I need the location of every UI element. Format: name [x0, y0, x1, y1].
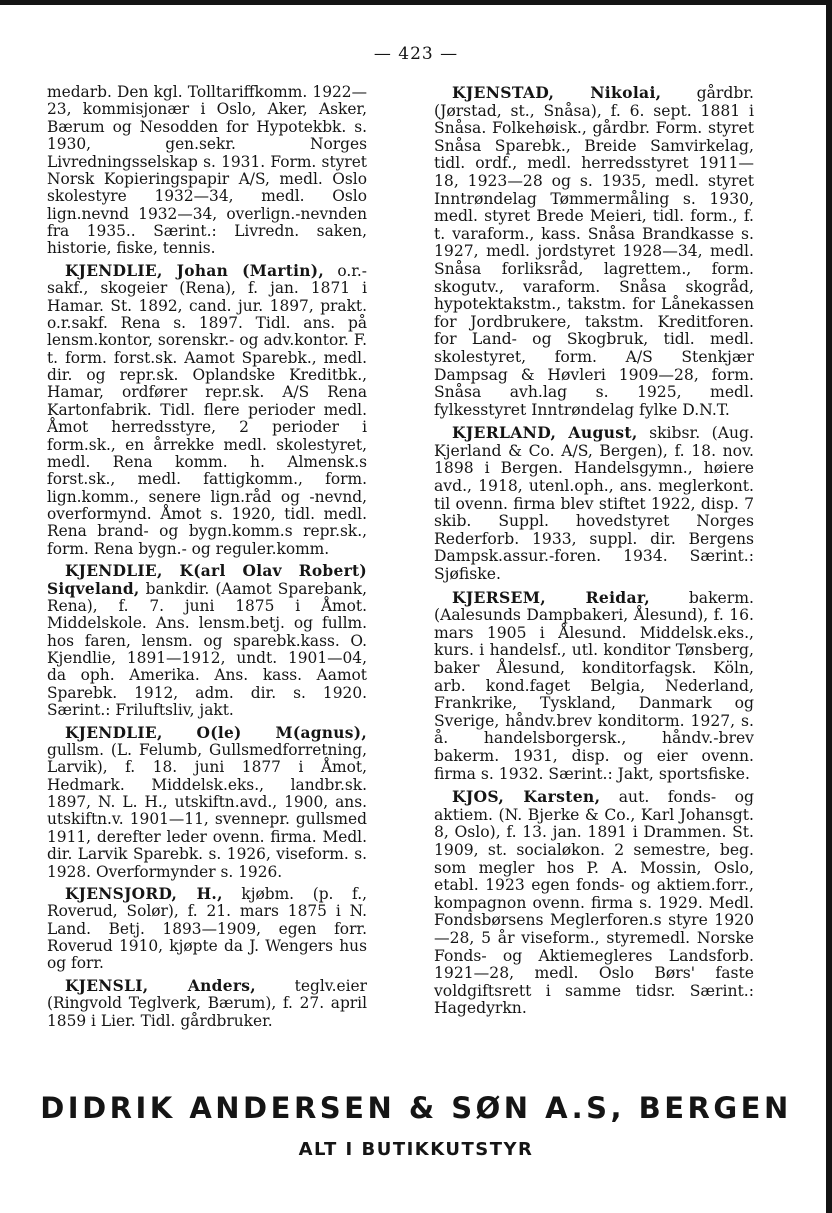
entry-text: bankdir. (Aamot Sparebank, Rena), f. 7. juni 1875 i Åmot. Middelskole. Ans. lensm.betj. og fullm. hos faren, lensm. og sparebk.kass. O. Kjendlie, 1891—1912, undt. 1901—04, da oph. Amerika. Ans. kass. Aamot Sparebk. 1912, adm. dir. s. 1920. Særint.: Friluftsliv, jakt.: [47, 579, 367, 720]
entry-text: medarb. Den kgl. Tolltariffkomm. 1922—23, kommisjonær i Oslo, Aker, Asker, Bærum og Nesodden for Hypotekbk. s. 1930, gen.sekr. Norges Livredningsselskap s. 1931. Form. styret Norsk Kopieringspapir A/S, medl. Oslo skolestyre 1932—34, medl. Oslo lign.nevnd 1932—34, overlign.-nevnden fra 1935.. Særint.: Livredn. saken, historie, fiske, tennis.: [47, 83, 367, 258]
entry-text: gårdbr. (Jørstad, st., Snåsa), f. 6. sept. 1881 i Snåsa. Folkehøisk., gårdbr. Form. styret Snåsa Sparebk., Breide Samvirkelag, tidl. ordf., medl. herredsstyret 1911—18, 1923—28 og s. 1935, medl. styret Inntrøndelag Tømmermåling s. 1930, medl. styret Brede Meieri, tidl. form., f. t. varaform., kass. Snåsa Brandkasse s. 1927, medl. jordstyret 1928—34, medl. Snåsa forliksråd, lagrettem., form. skogutv., varaform. Snåsa skogråd, hypotektakstm., takstm. for Lånekassen for Jordbrukere, takstm. Kreditforen. for Land- og Skogbruk, tidl. medl. skolestyret, form. A/S Stenkjær Dampsag & Høvleri 1909—28, form. Snåsa avh.lag s. 1925, medl. fylkesstyret Inntrøndelag fylke D.N.T.: [434, 84, 754, 419]
scan-edge-right: [826, 0, 832, 1213]
advertisement-subtitle: ALT I BUTIKKUTSTYR: [298, 1139, 534, 1160]
entry-name: KJERSEM, Reidar,: [452, 587, 651, 607]
entry-name: KJENSLI, Anders,: [65, 976, 256, 995]
entry-text: skibsr. (Aug. Kjerland & Co. A/S, Bergen), f. 18. nov. 1898 i Bergen. Handelsgymn., høiere avd., 1918, utenl.oph., ans. meglerkont. til ovenn. firma blev stiftet 1922, disp. 7 skib. Suppl. hovedstyret Norges Rederforb. 1933, suppl. dir. Bergens Dampsk.assur.-foren. 1934. Særint.: Sjøfiske.: [434, 424, 754, 584]
entry-name: KJERLAND, August,: [452, 423, 638, 443]
biography-entry: [47, 725, 367, 881]
biography-entry: [434, 424, 754, 583]
entry-name: KJENDLIE, K(arl Olav Robert) Siqveland,: [47, 562, 367, 598]
entry-text: o.r.-sakf., skogeier (Rena), f. jan. 1871 i Hamar. St. 1892, cand. jur. 1897, prakt. o.r.sakf. Rena s. 1897. Tidl. ans. på lensm.kontor, sorenskr.- og adv.kontor. F. t. form. forst.sk. Aamot Sparebk., medl. dir. og repr.sk. Oplandske Kreditbk., Hamar, ordfører repr.sk. A/S Rena Kartonfabrik. Tidl. flere perioder medl. Åmot herredsstyre, 2 perioder i form.sk., en årrekke medl. skolestyret, medl. Rena komm. h. Almensk.s forst.sk., medl. fattigkomm., form. lign.komm., senere lign.råd og -nevnd, overformynd. Åmot s. 1920, tidl. medl. Rena brand- og bygn.komm.s repr.sk., form. Rena bygn.- og reguler.komm.: [47, 261, 367, 558]
right-column: [434, 84, 754, 1023]
biography-entry: [47, 886, 367, 973]
entry-text: bakerm. (Aalesunds Dampbakeri, Ålesund), f. 16. mars 1905 i Ålesund. Middelsk.eks., kurs. i handelsf., utl. konditor Tønsberg, baker Ålesund, konditorfagsk. Köln, arb. kond.faget Belgia, Nederland, Frankrike, Tyskland, Danmark og Sverige, håndv.brev konditorm. 1927, s. å. handelsborgersk., håndv.-brev bakerm. 1931, disp. og eier ovenn. firma s. 1932. Særint.: Jakt, sportsfiske.: [434, 588, 754, 783]
entry-text: aut. fonds- og aktiem. (N. Bjerke & Co., Karl Johansgt. 8, Oslo), f. 13. jan. 1891 i Drammen. St. 1909, st. socialøkon. 2 semestre, beg. som megler hos P. A. Mossin, Oslo, etabl. 1923 egen fonds- og aktiem.forr., kompagnon ovenn. firma s. 1929. Medl. Fondsbørsens Meglerforen.s styre 1920—28, 5 år viseform., styremedl. Norske Fonds- og Aktiemegleres Landsforb. 1921—28, medl. Oslo Børs' faste voldgiftsrett i samme tidsr. Særint.: Hagedyrkn.: [434, 788, 754, 1018]
biography-entry: [47, 563, 367, 719]
biography-entry: [434, 589, 754, 784]
biography-entry: [47, 84, 367, 258]
entry-text: teglv.eier (Ringvold Teglverk, Bærum), f. 27. april 1859 i Lier. Tidl. gårdbruker.: [47, 976, 367, 1030]
entry-text: kjøbm. (p. f., Roverud, Solør), f. 21. mars 1875 i N. Land. Betj. 1893—1909, egen forr. Roverud 1910, kjøpte da J. Wengers hus og forr.: [47, 884, 367, 973]
biography-entry: [47, 978, 367, 1030]
entry-name: KJENSTAD, Nikolai,: [452, 83, 662, 102]
entry-name: KJENDLIE, O(le) M(agnus),: [65, 723, 367, 742]
biography-entry: [47, 263, 367, 558]
left-column: [47, 84, 367, 1035]
entry-name: KJENDLIE, Johan (Martin),: [65, 261, 325, 280]
biography-entry: [434, 84, 754, 419]
page-number: — 423 —: [373, 44, 459, 64]
entry-name: KJOS, Karsten,: [452, 787, 601, 807]
entry-text: gullsm. (L. Felumb, Gullsmedforretning, Larvik), f. 18. juni 1877 i Åmot, Hedmark. Middelsk.eks., landbr.sk. 1897, N. L. H., utskiftn.avd., 1900, ans. utskiftn.v. 1901—11, svennepr. gullsmed 1911, derefter leder ovenn. firma. Medl. dir. Larvik Sparebk. s. 1926, viseform. s. 1928. Overformynder s. 1926.: [47, 740, 367, 881]
biography-entry: [434, 788, 754, 1018]
advertisement-title: DIDRIK ANDERSEN & SØN A.S, BERGEN: [40, 1091, 792, 1125]
entry-name: KJENSJORD, H.,: [65, 884, 223, 903]
scan-edge-top: [0, 0, 832, 5]
